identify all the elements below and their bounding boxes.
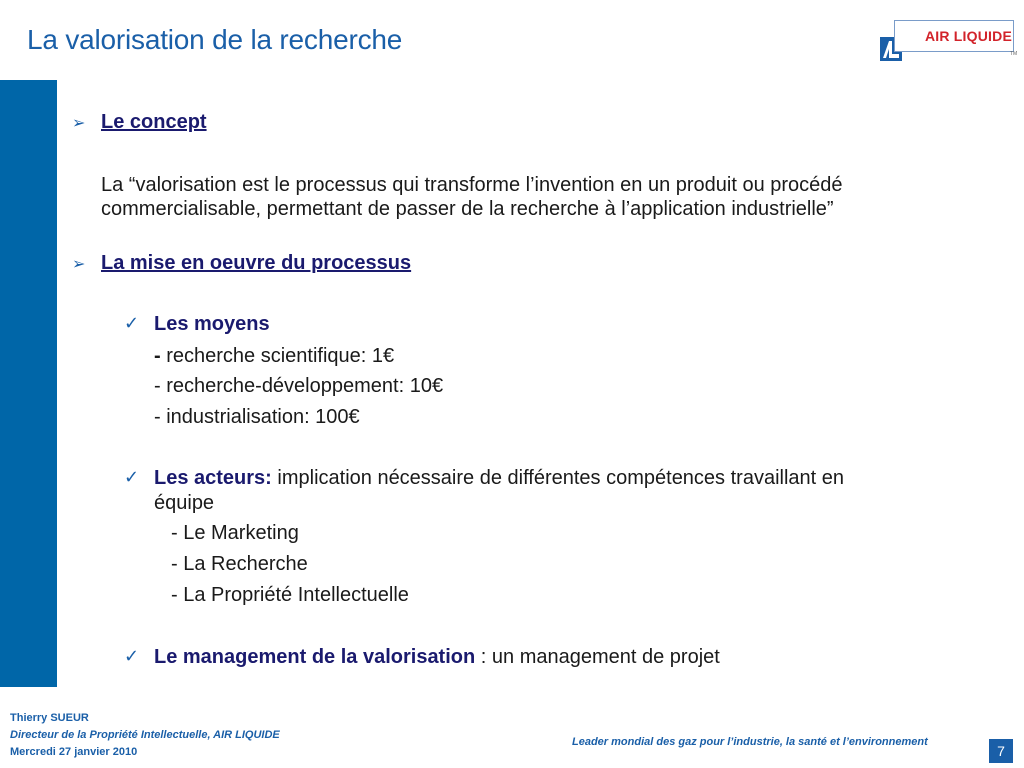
page-number-badge: 7 [989,739,1013,763]
logo-trademark: TM [1010,51,1018,57]
checkmark-icon: ✓ [124,313,140,333]
acteurs-item-1: - Le Marketing [171,522,299,544]
arrow-bullet-icon: ➢ [72,256,86,273]
concept-paragraph [101,173,1001,221]
moyens-item-1 [154,345,394,368]
checkmark-icon: ✓ [124,646,140,666]
acteurs-line-1 [154,467,844,490]
moyens-item-1-text: recherche scientifique: 1€ [160,345,395,367]
heading-process: La mise en oeuvre du processus [101,252,412,274]
concept-paragraph-line-2: commercialisable, permettant de passer de la recherche à l’application industrielle” [101,198,834,220]
management-desc: : un management de projet [475,646,720,668]
logo-text: AIR LIQUIDE [925,28,1012,44]
footer-author-block [10,710,280,761]
checkmark-icon: ✓ [124,467,140,487]
acteurs-item-3: - La Propriété Intellectuelle [171,584,409,606]
footer-tagline: Leader mondial des gaz pour l’industrie, la santé et l’environnement [572,736,928,748]
moyens-item-2: - recherche-développement: 10€ [154,375,444,397]
moyens-item-1-dash: - [154,345,161,367]
slide-title: La valorisation de la recherche [27,24,403,55]
heading-concept: Le concept [101,111,207,133]
arrow-bullet-icon: ➢ [72,115,86,132]
management-label: Le management de la valorisation [154,646,476,668]
moyens-item-3: - industrialisation: 100€ [154,406,360,428]
acteurs-item-2: - La Recherche [171,553,308,575]
acteurs-desc-line-2: équipe [154,492,215,514]
concept-paragraph-line-1: La “valorisation est le processus qui transforme l’invention en un produit ou procédé [101,174,843,196]
presentation-date: Mercredi 27 janvier 2010 [10,746,138,758]
moyens-label: Les moyens [154,313,270,335]
management-line [154,646,720,669]
author-title: Directeur de la Propriété Intellectuelle, AIR LIQUIDE [10,729,280,741]
author-name: Thierry SUEUR [10,712,89,724]
acteurs-desc-line-1: implication nécessaire de différentes compétences travaillant en [271,467,845,489]
acteurs-label: Les acteurs: [154,467,272,489]
